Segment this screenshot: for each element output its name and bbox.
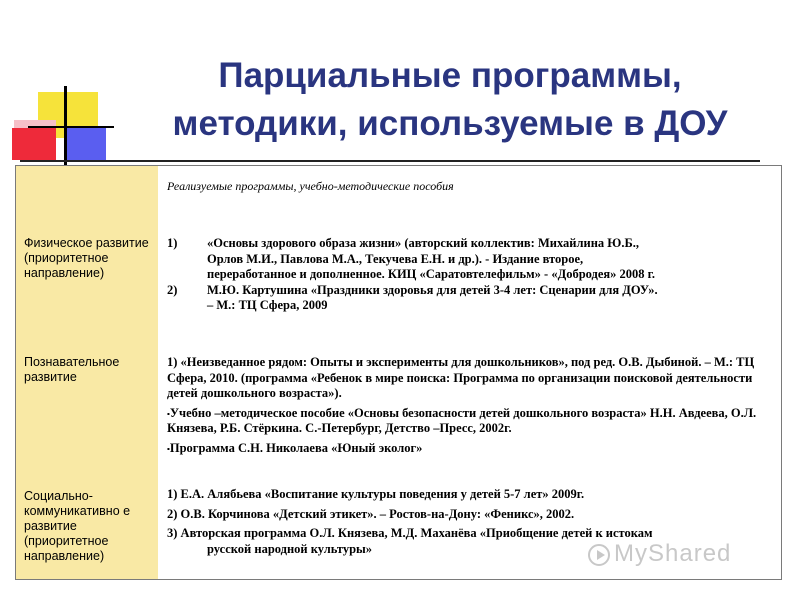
list-item-cont: русской народной культуры»	[207, 541, 373, 556]
physical-programs	[167, 236, 775, 314]
title-line-2: методики, используемые в ДОУ	[172, 104, 728, 143]
category-social: Социально-коммуникативно е развитие (приоритетное направление)	[24, 489, 131, 563]
list-item	[167, 283, 775, 299]
bullet-icon: ▪	[167, 444, 170, 454]
watermark-text: MyShared	[614, 540, 732, 567]
deco-horizontal-line	[28, 126, 114, 128]
programs-table	[15, 165, 782, 580]
item-text-cont: переработанное и дополненное. КИЦ «Саратовтелефильм» - «Добродея» 2008 г.	[207, 267, 656, 281]
content-column	[158, 166, 781, 579]
item-number: 2)	[167, 282, 178, 297]
list-item: 2) О.В. Корчинова «Детский этикет». – Ростов-на-Дону: «Феникс», 2002.	[167, 506, 575, 521]
watermark	[588, 540, 731, 568]
item-text: Учебно –методическое пособие «Основы безопасности детей дошкольного возраста» Н.Н. Авдеева, О.Л. Князева, Р.Б. Стёркина. С.-Петербург, Детство –Пресс, 2002г.	[167, 405, 757, 436]
item-text: М.Ю. Картушина «Праздники здоровья для детей 3-4 лет: Сценарии для ДОУ».	[207, 282, 658, 297]
category-column	[16, 166, 158, 579]
slide-title	[130, 52, 770, 148]
category-physical: Физическое развитие (приоритетное направление)	[24, 236, 149, 280]
item-text: Программа С.Н. Николаева «Юный эколог»	[169, 440, 423, 455]
list-item: 3) Авторская программа О.Л. Князева, М.Д. Маханёва «Приобщение детей к истокам	[167, 526, 653, 540]
list-item	[167, 406, 775, 437]
item-text: «Основы здорового образа жизни» (авторский коллектив: Михайлина Ю.Б.,	[207, 236, 640, 250]
deco-blue-square	[64, 128, 106, 160]
item-text-cont: Орлов М.И., Павлова М.А., Текучева Е.Н. и др.). - Издание второе,	[207, 251, 584, 266]
list-item	[167, 236, 775, 252]
item-number: 1)	[167, 236, 178, 250]
title-line-1: Парциальные программы,	[218, 56, 682, 95]
column-header: Реализуемые программы, учебно-методические пособия	[167, 179, 454, 193]
list-item	[167, 441, 775, 457]
play-icon	[588, 544, 610, 566]
item-text-cont: – М.: ТЦ Сфера, 2009	[207, 298, 328, 312]
cognitive-programs	[167, 355, 775, 457]
category-cognitive: Познавательное развитие	[24, 355, 120, 384]
deco-red-square	[12, 128, 56, 160]
list-item: 1) Е.А. Алябьева «Воспитание культуры поведения у детей 5-7 лет» 2009г.	[167, 487, 585, 501]
title-divider	[20, 160, 760, 162]
list-item: 1) «Неизведанное рядом: Опыты и эксперименты для дошкольников», под ред. О.В. Дыбиной. – М.: ТЦ Сфера, 2010. (программа «Ребенок в мире поиска: Программа по организации поисковой деятельности детей дошкольного возраста»).	[167, 355, 755, 400]
bullet-icon: ▪	[167, 408, 170, 418]
